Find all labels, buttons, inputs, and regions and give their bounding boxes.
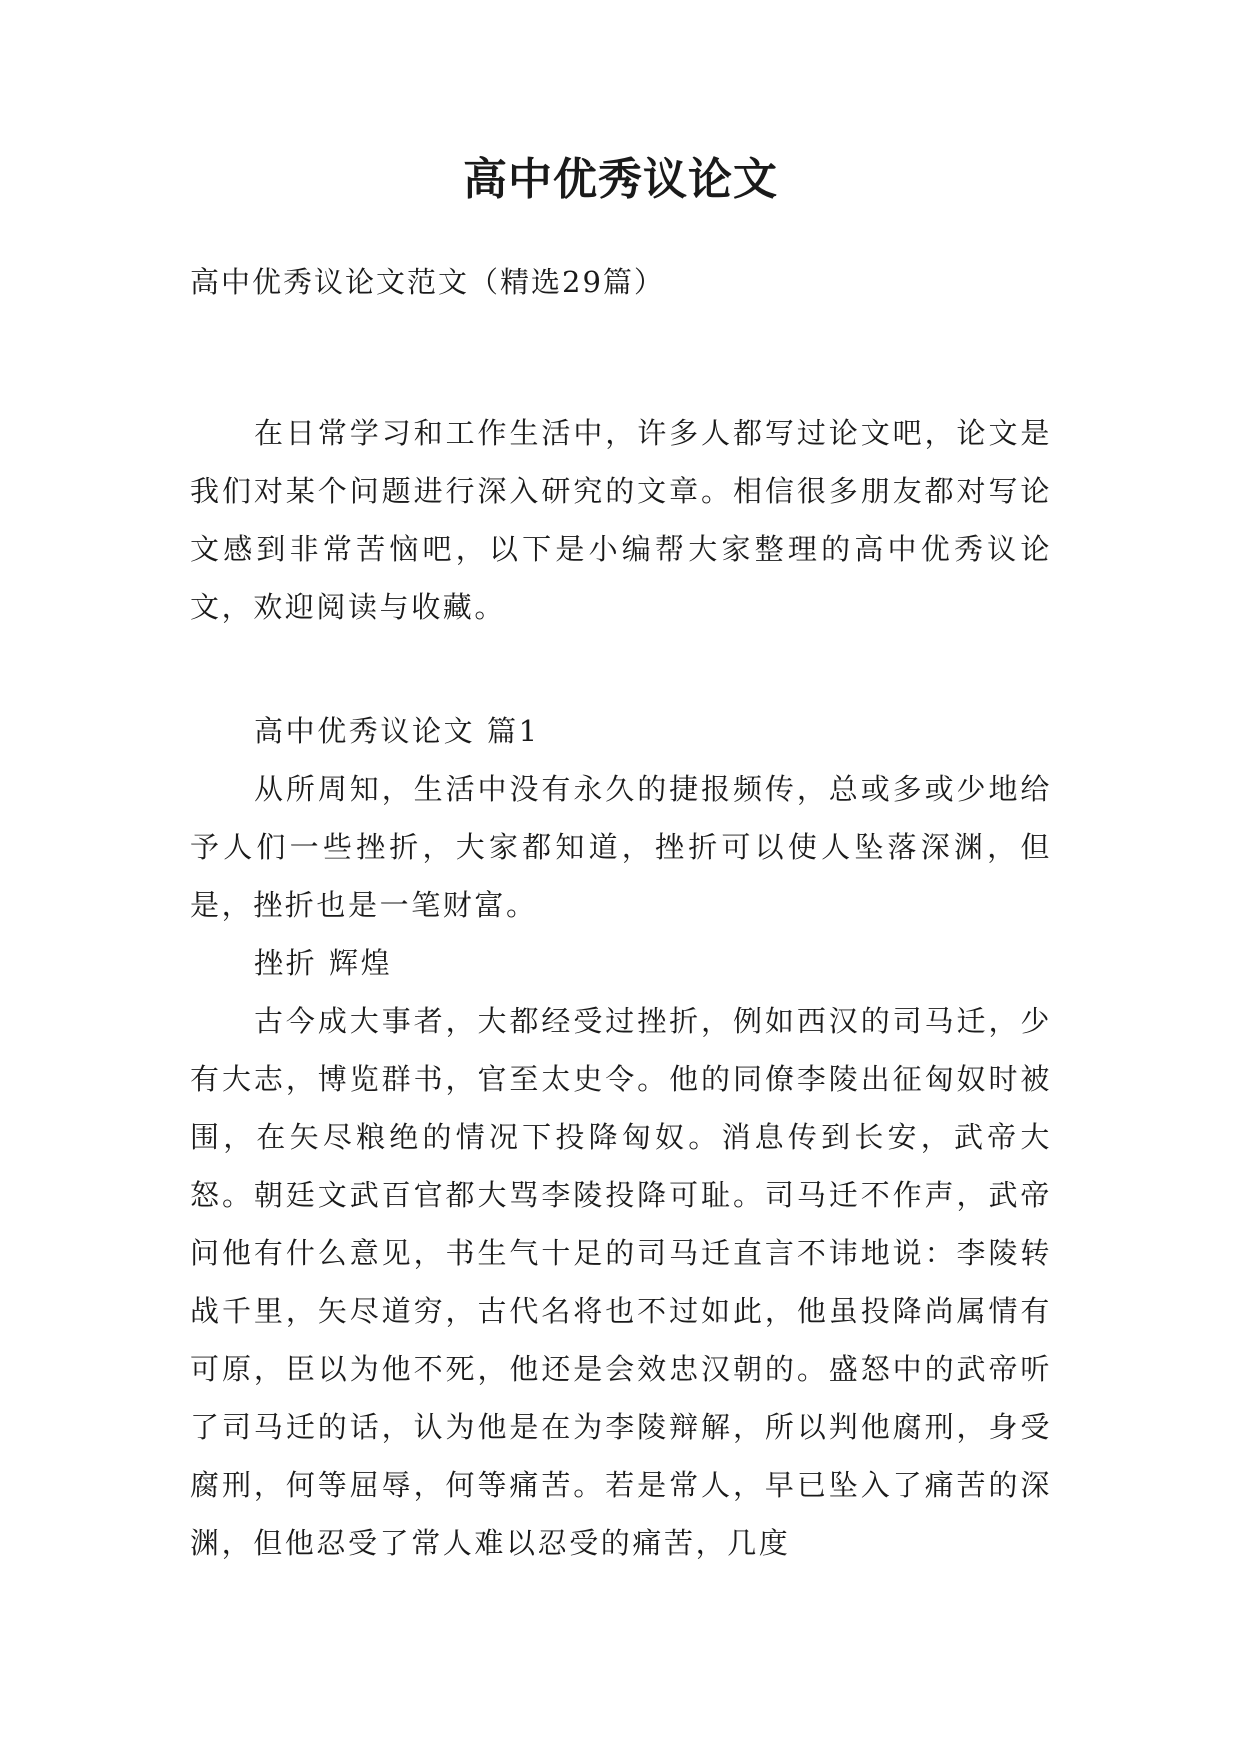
body-paragraph-1: 从所周知，生活中没有永久的捷报频传，总或多或少地给予人们一些挫折，大家都知道，挫折可以使人坠落深渊，但是，挫折也是一笔财富。	[190, 772, 1052, 922]
document-subtitle: 高中优秀议论文范文（精选29篇）	[190, 265, 665, 299]
intro-paragraph: 在日常学习和工作生活中，许多人都写过论文吧，论文是我们对某个问题进行深入研究的文章。相信很多朋友都对写论文感到非常苦恼吧，以下是小编帮大家整理的高中优秀议论文，欢迎阅读与收藏。	[190, 416, 1052, 624]
section-heading: 高中优秀议论文 篇1	[254, 714, 540, 748]
document-title: 高中优秀议论文	[463, 154, 778, 205]
body-paragraph-2: 古今成大事者，大都经受过挫折，例如西汉的司马迁，少有大志，博览群书，官至太史令。他的同僚李陵出征匈奴时被围，在矢尽粮绝的情况下投降匈奴。消息传到长安，武帝大怒。朝廷文武百官都大骂李陵投降可耻。司马迁不作声，武帝问他有什么意见，书生气十足的司马迁直言不讳地说：李陵转战千里，矢尽道穷，古代名将也不过如此，他虽投降尚属情有可原，臣以为他不死，他还是会效忠汉朝的。盛怒中的武帝听了司马迁的话，认为他是在为李陵辩解，所以判他腐刑，身受腐刑，何等屈辱，何等痛苦。若是常人，早已坠入了痛苦的深渊，但他忍受了常人难以忍受的痛苦，几度	[190, 1004, 1052, 1560]
keywords-line: 挫折 辉煌	[254, 946, 393, 980]
